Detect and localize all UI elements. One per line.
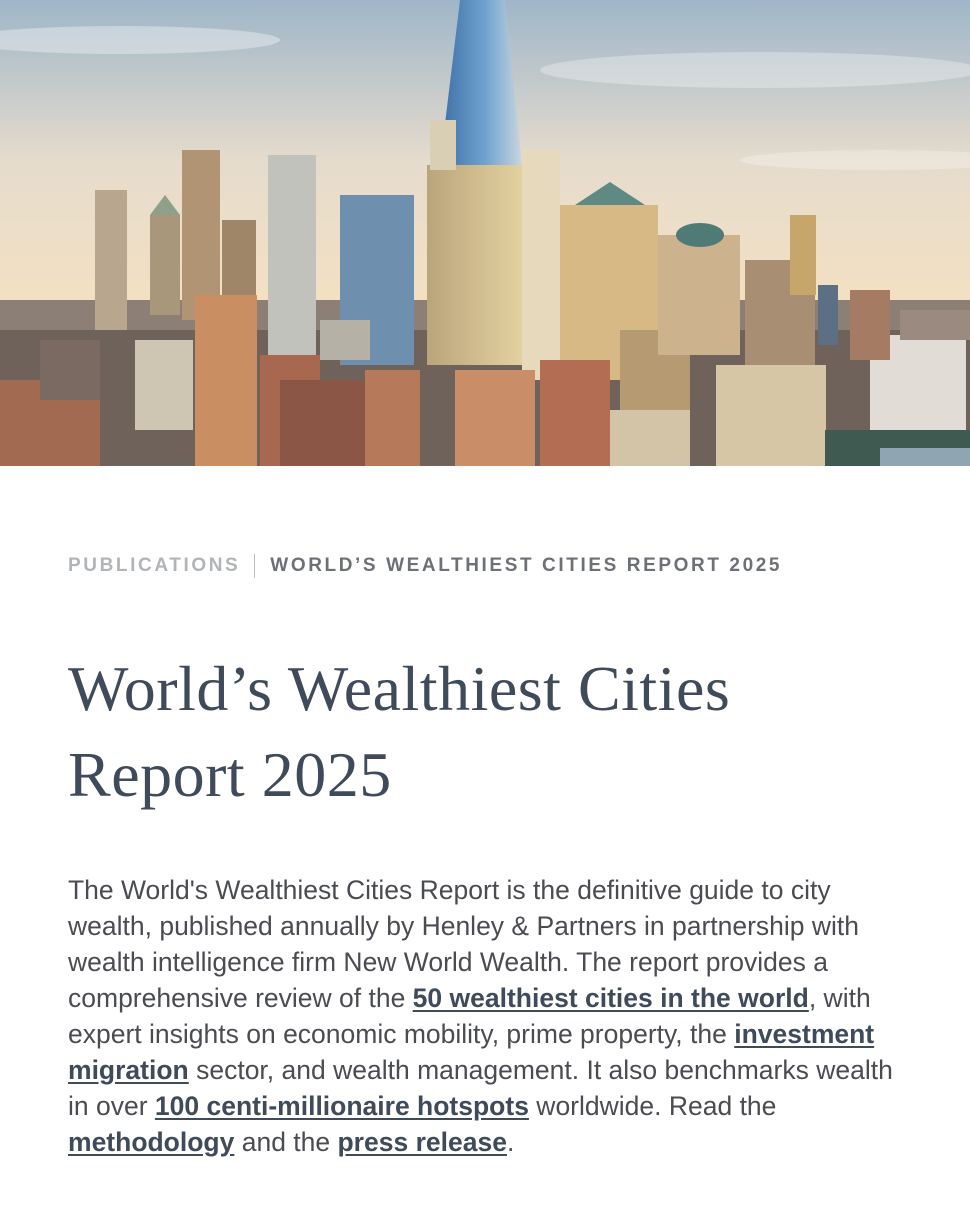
page-title-line1: World’s Wealthiest Cities	[68, 653, 731, 724]
link-50-wealthiest-cities[interactable]: 50 wealthiest cities in the world	[412, 983, 809, 1013]
link-investment-migration[interactable]: investment migration	[68, 1019, 875, 1085]
page-title-line2: Report 2025	[68, 739, 392, 810]
link-methodology[interactable]: methodology	[68, 1127, 235, 1157]
city-skyline-image	[0, 0, 970, 466]
link-centi-millionaire-hotspots[interactable]: 100 centi-millionaire hotspots	[154, 1091, 529, 1121]
intro-text-2: , with expert insights on economic mobility, prime property, the	[68, 983, 871, 1049]
intro-text-1: The World's Wealthiest Cities Report is the definitive guide to city wealth, published annually by Henley & Partners in partnership with wealth intelligence firm New World Wealth. The report provides a comprehensive review of the	[68, 875, 860, 1013]
intro-text-6: .	[506, 1127, 515, 1157]
hero-image	[0, 0, 970, 466]
link-press-release[interactable]: press release	[337, 1127, 507, 1157]
breadcrumb-current: WORLD’S WEALTHIEST CITIES REPORT 2025	[270, 555, 783, 576]
breadcrumb-separator	[254, 554, 255, 578]
intro-text-5: and the	[234, 1127, 338, 1157]
intro-text-3: sector, and wealth management. It also benchmarks wealth in over	[68, 1055, 893, 1121]
breadcrumb-link-publications[interactable]: PUBLICATIONS	[68, 555, 241, 576]
intro-paragraph	[68, 872, 908, 1160]
breadcrumb	[68, 554, 908, 578]
main-content	[68, 466, 908, 1187]
intro-text-4: worldwide. Read the	[528, 1091, 777, 1121]
page-title	[68, 646, 908, 818]
